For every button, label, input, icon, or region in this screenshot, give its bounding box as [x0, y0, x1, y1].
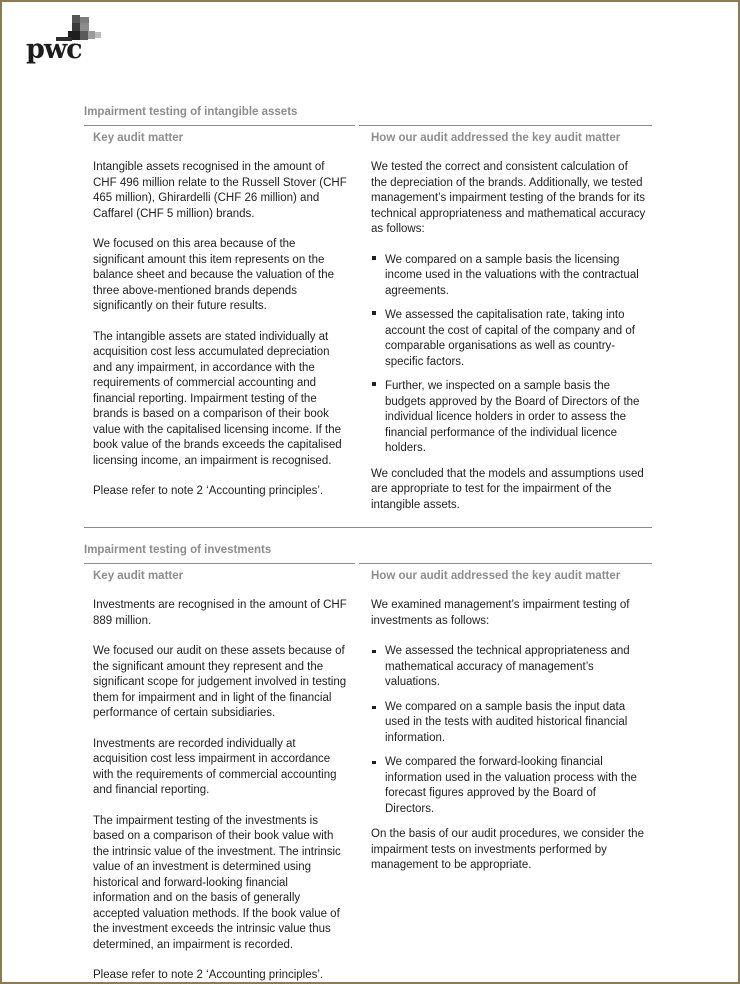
list-item — [371, 253, 646, 300]
report-content — [84, 106, 652, 984]
conclusion-paragraph: On the basis of our audit procedures, we consider the impairment tests on investments performed by management to be appropriate. — [371, 828, 644, 871]
paragraph: The intangible assets are stated individually at acquisition cost less accumulated depreciation and any impairment, in accordance with the requirements of commercial accounting and financial reporting. Impairment testing of the brands is based on a comparison of their book value with the capitalised licensing income. If the book value of the brands exceeds the capitalised licensing income, an impairment is recognised. — [93, 330, 342, 467]
bullet-icon — [371, 308, 385, 370]
paragraph: Investments are recognised in the amount of CHF 889 million. — [93, 599, 347, 627]
list-item — [371, 379, 646, 457]
bullet-list — [371, 644, 646, 817]
paragraph: We focused our audit on these assets because of the significant amount they represent and the significant scope for judgement involved in testing them for impairment and in light of the financial performance of certain subsidiaries. — [93, 645, 347, 719]
logo-block — [72, 23, 80, 31]
bullet-icon — [371, 700, 385, 747]
column-header: Key audit matter — [93, 570, 184, 582]
logo-block — [95, 32, 101, 38]
column-header: How our audit addressed the key audit matter — [371, 570, 621, 582]
paragraph: Intangible assets recognised in the amount of CHF 496 million relate to the Russell Stover (CHF 465 million), Ghirardelli (CHF 26 million) and Caffarel (CHF 5 million) brands. — [93, 161, 347, 220]
audit-response-column — [359, 563, 652, 984]
logo-block — [72, 15, 80, 23]
column-header: Key audit matter — [93, 132, 184, 144]
pwc-logo-text: pwc — [26, 34, 82, 65]
section-intangible-assets — [84, 106, 652, 528]
paragraph: Investments are recorded individually at acquisition cost less impairment in accordance with the requirements of commercial accounting and financial reporting. — [93, 737, 337, 796]
key-audit-matter-column — [84, 125, 355, 527]
list-item — [371, 755, 646, 817]
key-audit-matter-column — [84, 563, 355, 984]
paragraph: The impairment testing of the investments is based on a comparison of their book value with the intrinsic value of the investment. The intrinsic value of an investment is determined using historical and forward-looking financial information and on the basis of generally accepted valuation methods. If the book value of the investment exceeds the intrinsic value thus determined, an impairment is recorded. — [93, 814, 341, 951]
paragraph: We focused on this area because of the significant amount this item represents on the balance sheet and because the valuation of the three above-mentioned brands depends significantly on their future results. — [93, 238, 335, 312]
bullet-list — [371, 253, 646, 457]
section-title: Impairment testing of investments — [84, 544, 272, 556]
logo-block — [88, 31, 95, 39]
column-header: How our audit addressed the key audit matter — [371, 132, 621, 144]
paragraph: We tested the correct and consistent calculation of the depreciation of the brands. Additionally, we tested management’s impairment testing of the brands for its technical appropriateness and mathematical accuracy as follows: — [371, 161, 646, 235]
bullet-icon — [371, 379, 385, 457]
conclusion-paragraph: We concluded that the models and assumptions used are appropriate to test for the impairment of the intangible assets. — [371, 467, 644, 511]
paragraph: Please refer to note 2 ‘Accounting principles’. — [93, 485, 324, 497]
list-item — [371, 308, 646, 370]
list-item — [371, 644, 646, 691]
bullet-text: Further, we inspected on a sample basis the budgets approved by the Board of Directors of the individual licence holders in order to assess the financial performance of the individual licence holders. — [385, 380, 640, 454]
paragraph: We examined management’s impairment testing of investments as follows: — [371, 599, 630, 627]
section-table — [84, 125, 652, 528]
bullet-text: We compared the forward-looking financial information used in the valuation process with the forecast figures approved by the Board of Directors. — [385, 756, 637, 815]
bullet-icon — [371, 253, 385, 300]
bullet-text: We compared on a sample basis the licensing income used in the valuations with the contractual agreements. — [385, 253, 639, 297]
audit-response-column — [359, 125, 652, 527]
pwc-logo — [26, 10, 116, 64]
bullet-icon — [371, 644, 385, 691]
bullet-text: We compared on a sample basis the input data used in the tests with audited historical financial information. — [385, 700, 628, 744]
section-table — [84, 563, 652, 984]
logo-block — [80, 23, 89, 31]
section-investments — [84, 544, 652, 984]
bullet-text: We assessed the technical appropriateness and mathematical accuracy of management’s valuations. — [385, 645, 630, 688]
bullet-text: We assessed the capitalisation rate, taking into account the cost of capital of the company and of comparable organisations as well as country-specific factors. — [385, 309, 635, 368]
list-item — [371, 700, 646, 747]
paragraph: Please refer to note 2 ‘Accounting principles’. — [93, 969, 324, 981]
section-title: Impairment testing of intangible assets — [84, 106, 298, 118]
bullet-icon — [371, 755, 385, 817]
